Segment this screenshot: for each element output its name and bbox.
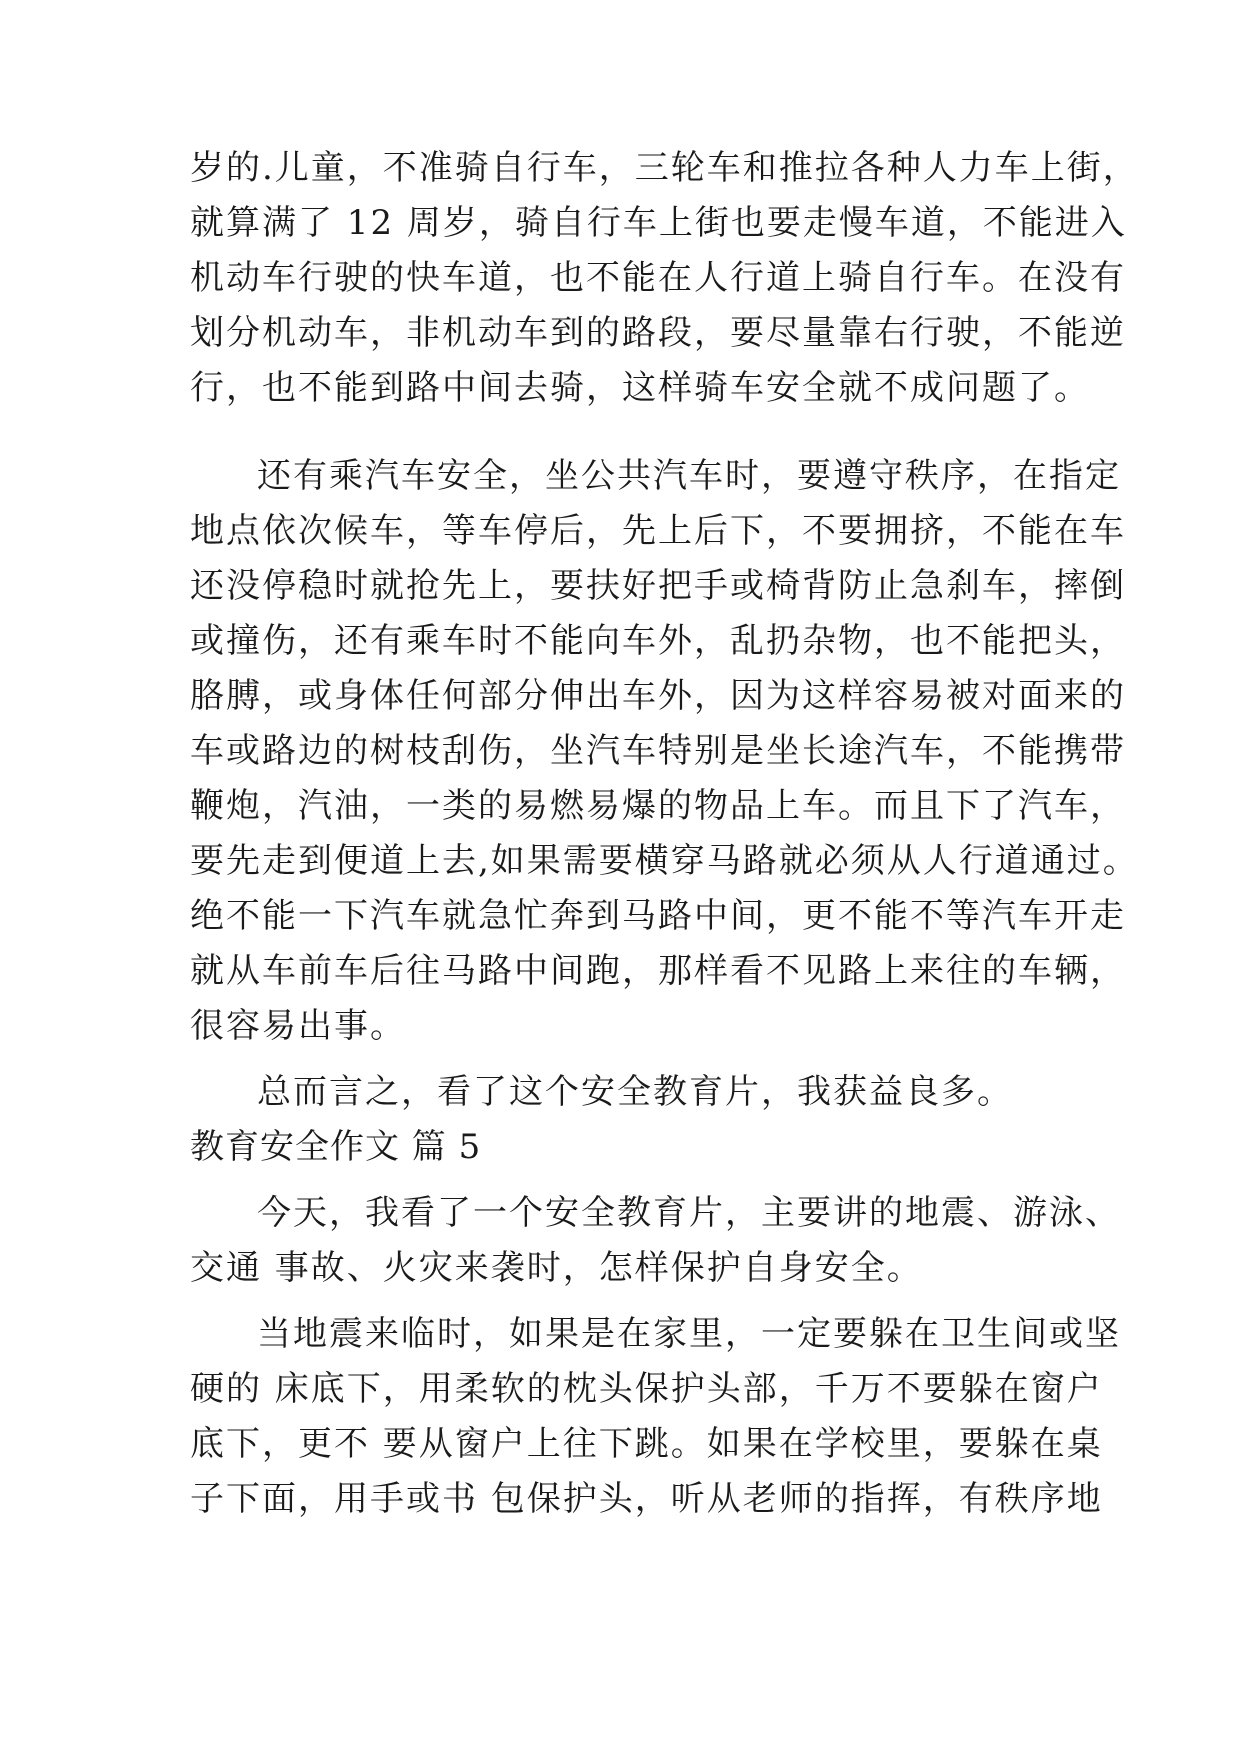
text-line: 底下，更不 要从窗户上往下跳。如果在学校里，要躲在桌 [190, 1424, 1103, 1464]
text-line: 或撞伤，还有乘车时不能向车外，乱扔杂物，也不能把头， [190, 621, 1126, 661]
text-line: 鞭炮，汽油，一类的易燃易爆的物品上车。而且下了汽车， [190, 786, 1126, 826]
text-line: 划分机动车，非机动车到的路段，要尽量靠右行驶，不能逆 [190, 313, 1126, 353]
paragraph-start-line: 总而言之，看了这个安全教育片，我获益良多。 [257, 1072, 1013, 1112]
text-line: 机动车行驶的快车道，也不能在人行道上骑自行车。在没有 [190, 258, 1126, 298]
paragraph-start-line: 今天，我看了一个安全教育片，主要讲的地震、游泳、 [257, 1193, 1121, 1233]
text-line: 要先走到便道上去,如果需要横穿马路就必须从人行道通过。 [190, 841, 1139, 881]
text-line: 就算满了 12 周岁，骑自行车上街也要走慢车道，不能进入 [190, 203, 1127, 243]
text-line: 还没停稳时就抢先上，要扶好把手或椅背防止急刹车，摔倒 [190, 566, 1126, 606]
paragraph-start-line: 当地震来临时，如果是在家里，一定要躲在卫生间或坚 [257, 1314, 1121, 1354]
text-line: 就从车前车后往马路中间跑，那样看不见路上来往的车辆， [190, 951, 1126, 991]
text-line: 硬的 床底下，用柔软的枕头保护头部，千万不要躲在窗户 [190, 1369, 1103, 1409]
paragraph-start-line: 还有乘汽车安全，坐公共汽车时，要遵守秩序，在指定 [257, 456, 1121, 496]
section-heading: 教育安全作文 篇 5 [190, 1127, 482, 1167]
text-line: 很容易出事。 [190, 1006, 406, 1046]
text-line: 岁的.儿童，不准骑自行车，三轮车和推拉各种人力车上街， [190, 148, 1139, 188]
text-line: 车或路边的树枝刮伤，坐汽车特别是坐长途汽车，不能携带 [190, 731, 1126, 771]
text-line: 交通 事故、火灾来袭时，怎样保护自身安全。 [190, 1248, 923, 1288]
text-line: 胳膊，或身体任何部分伸出车外，因为这样容易被对面来的 [190, 676, 1126, 716]
text-line: 地点依次候车，等车停后，先上后下，不要拥挤，不能在车 [190, 511, 1126, 551]
text-line: 行，也不能到路中间去骑，这样骑车安全就不成问题了。 [190, 368, 1090, 408]
text-line: 子下面，用手或书 包保护头，听从老师的指挥，有秩序地 [190, 1479, 1103, 1519]
text-line: 绝不能一下汽车就急忙奔到马路中间，更不能不等汽车开走 [190, 896, 1126, 936]
